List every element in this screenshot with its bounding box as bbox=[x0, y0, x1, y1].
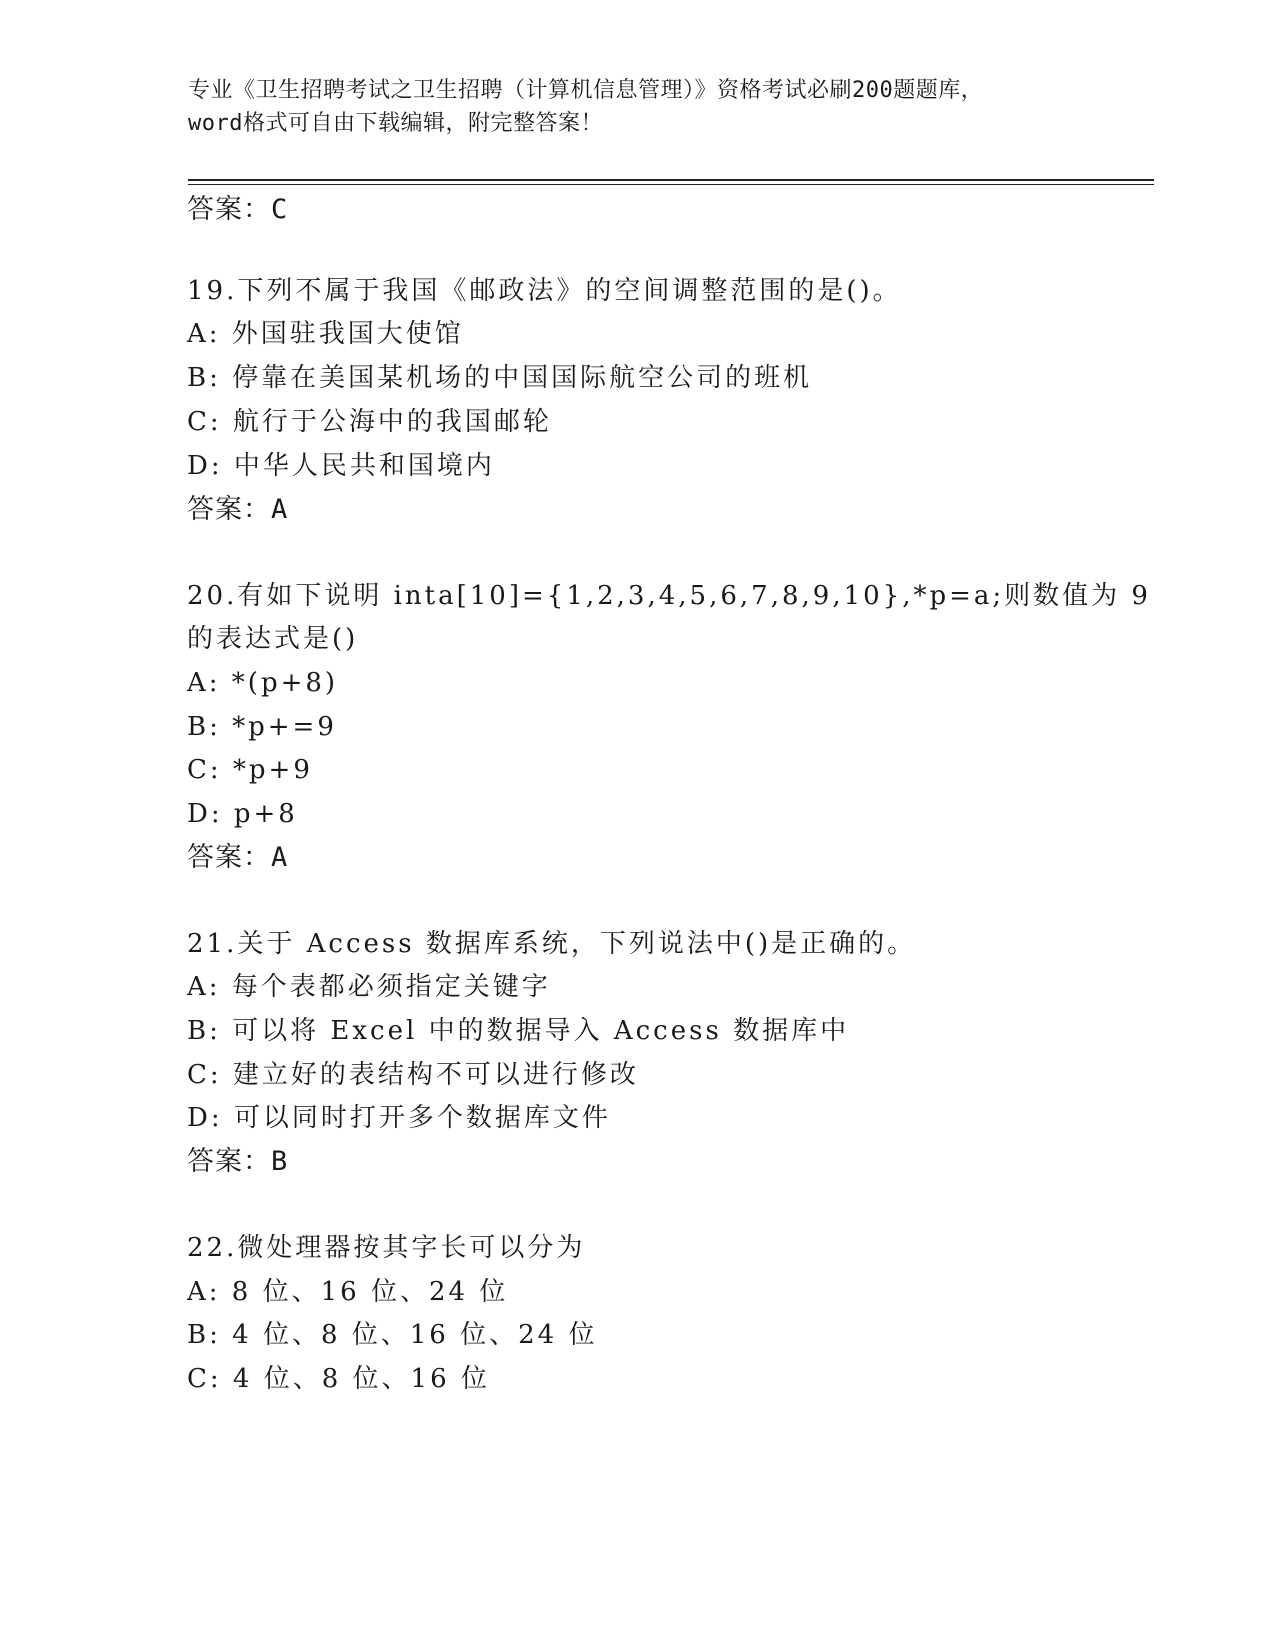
question-21-option-a: A: 每个表都必须指定关键字 bbox=[187, 972, 551, 1002]
question-21-answer: 答案：B bbox=[187, 1146, 289, 1177]
question-20-option-c: C: *p+9 bbox=[187, 755, 313, 785]
header-line-2: word格式可自由下载编辑，附完整答案！ bbox=[188, 111, 603, 136]
document-header bbox=[188, 74, 1088, 140]
header-rule-thin bbox=[188, 184, 1154, 185]
question-19-option-a: A: 外国驻我国大使馆 bbox=[187, 319, 464, 349]
question-19-text: 19.下列不属于我国《邮政法》的空间调整范围的是()。 bbox=[187, 276, 902, 306]
header-line-1: 专业《卫生招聘考试之卫生招聘（计算机信息管理）》资格考试必刷200题题库， bbox=[188, 78, 984, 103]
question-22-text: 22.微处理器按其字长可以分为 bbox=[187, 1233, 586, 1263]
question-22-option-a: A: 8 位、16 位、24 位 bbox=[187, 1277, 509, 1307]
question-19-answer: 答案：A bbox=[187, 494, 289, 525]
question-20-text-continued: 的表达式是() bbox=[187, 624, 359, 654]
question-20-option-a: A: *(p+8) bbox=[187, 668, 339, 698]
question-20-text: 20.有如下说明 inta[10]={1,2,3,4,5,6,7,8,9,10},*p=a;则数值为 9 bbox=[187, 581, 1151, 611]
answer-line: 答案：C bbox=[187, 194, 289, 225]
question-21-option-d: D: 可以同时打开多个数据库文件 bbox=[187, 1103, 611, 1133]
question-22-option-b: B: 4 位、8 位、16 位、24 位 bbox=[187, 1320, 598, 1350]
question-21-text: 21.关于 Access 数据库系统，下列说法中()是正确的。 bbox=[187, 929, 917, 959]
question-20-option-b: B: *p+=9 bbox=[187, 712, 337, 742]
question-19-option-b: B: 停靠在美国某机场的中国国际航空公司的班机 bbox=[187, 363, 813, 393]
question-19-option-d: D: 中华人民共和国境内 bbox=[187, 451, 495, 481]
question-21-option-b: B: 可以将 Excel 中的数据导入 Access 数据库中 bbox=[187, 1016, 850, 1046]
question-20-answer: 答案：A bbox=[187, 842, 289, 873]
header-rule-thick bbox=[188, 179, 1154, 181]
question-21-option-c: C: 建立好的表结构不可以进行修改 bbox=[187, 1060, 639, 1090]
question-20-option-d: D: p+8 bbox=[187, 799, 298, 829]
question-22-option-c: C: 4 位、8 位、16 位 bbox=[187, 1364, 490, 1394]
question-19-option-c: C: 航行于公海中的我国邮轮 bbox=[187, 407, 552, 437]
